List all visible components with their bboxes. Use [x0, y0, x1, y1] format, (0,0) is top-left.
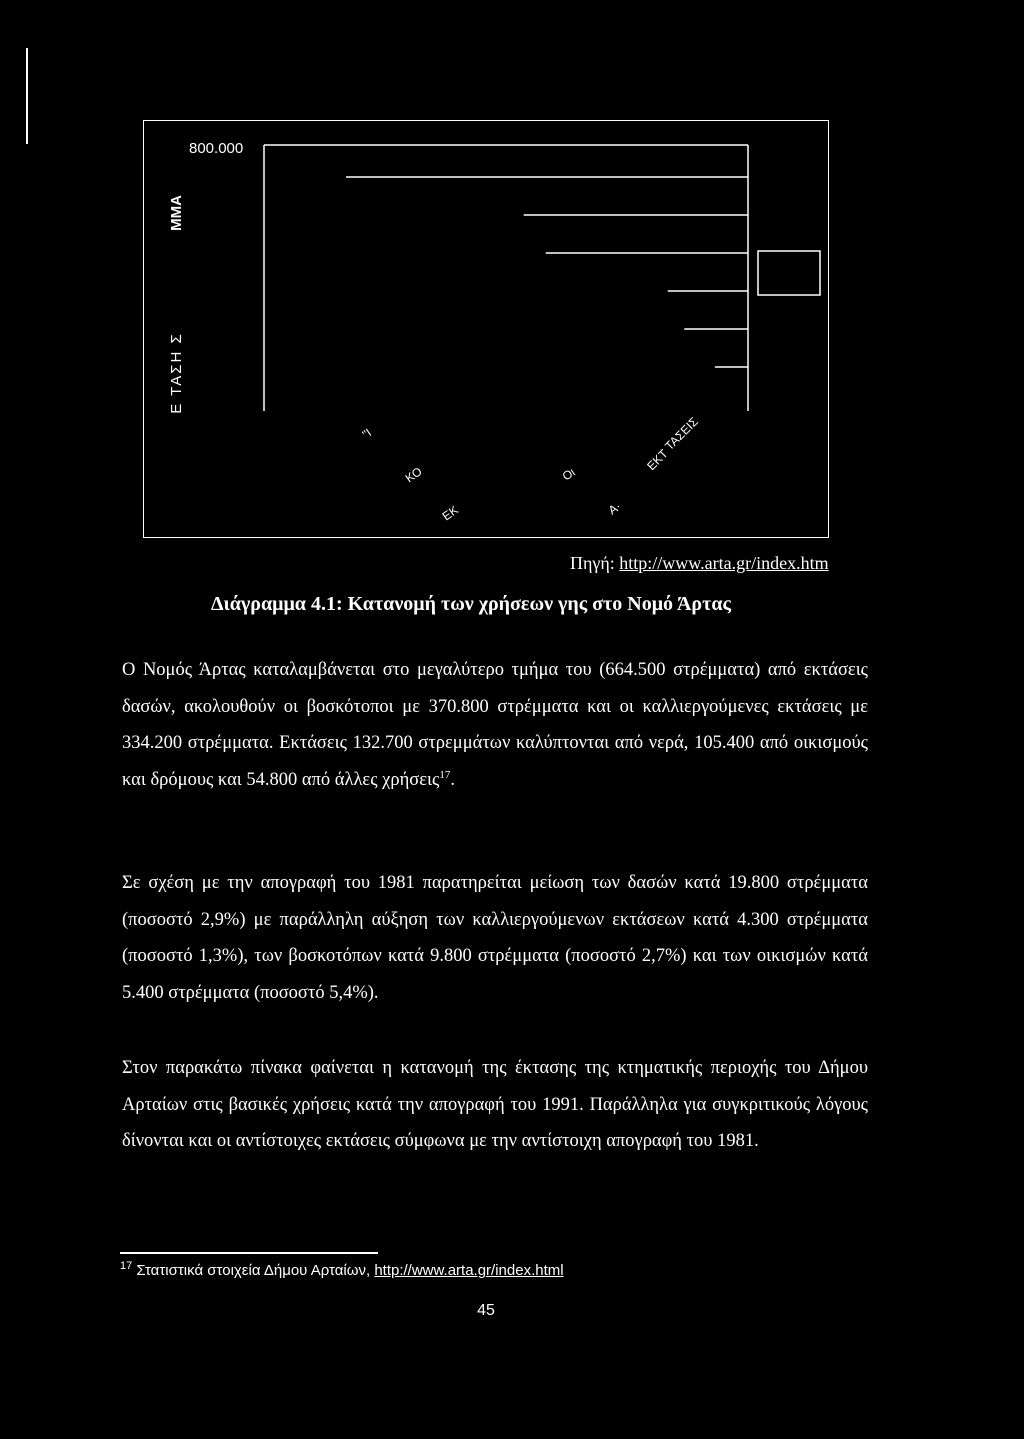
- paragraph-3: Στον παρακάτω πίνακα φαίνεται η κατανομή της έκτασης της κτηματικής περιοχής του Δήμου Αρταίων στις βασικές χρήσεις κατά την απογραφή του 1991. Παράλληλα για συγκριτικούς λόγους δίνονται και οι αντίστοιχες εκτάσεις σύμφωνα με την αντίστοιχη απογραφή του 1981.: [122, 1058, 868, 1151]
- x-label-1: "Ι: [359, 425, 374, 442]
- footnote-divider: [120, 1252, 378, 1254]
- figure-caption: Διάγραμμα 4.1: Κατανομή των χρήσεων γης στο Νομό Άρτας: [211, 593, 731, 615]
- x-label-4: Οι: [559, 465, 578, 484]
- x-label-2: ΚΟ: [402, 464, 425, 486]
- x-label-5: Α·: [605, 499, 624, 518]
- source-prefix: Πηγή:: [570, 553, 620, 573]
- legend-box: [758, 251, 820, 295]
- y-max-tick-label: 800.000: [189, 140, 244, 157]
- x-label-3: ΕΚ: [439, 502, 461, 524]
- chart-source: [570, 553, 829, 574]
- footnote-ref[interactable]: 17: [439, 768, 451, 781]
- footnote: [120, 1262, 564, 1279]
- bar-chart: [144, 121, 830, 539]
- margin-line: [26, 48, 28, 144]
- y-axis-label: Ε ΤΑΣΗ Σ: [168, 332, 185, 414]
- source-link[interactable]: http://www.arta.gr/index.htm: [619, 553, 829, 573]
- footnote-link[interactable]: http://www.arta.gr/index.html: [374, 1262, 564, 1279]
- y-axis-label-unit: ΜΜΑ: [168, 195, 185, 231]
- footnote-number: 17: [120, 1260, 133, 1272]
- paragraph-1: [122, 652, 868, 798]
- paragraph-2: Σε σχέση με την απογραφή του 1981 παρατηρείται μείωση των δασών κατά 19.800 στρέμματα (ποσοστό 2,9%) με παράλληλη αύξηση των καλλιεργούμενων εκτάσεων κατά 4.300 στρέμματα (ποσοστό 1,3%), των βοσκοτόπων κατά 9.800 στρέμματα (ποσοστό 2,7%) και των οικισμών κατά 5.400 στρέμματα (ποσοστό 5,4%).: [122, 873, 868, 1003]
- page-number: 45: [477, 1302, 495, 1319]
- x-label-7: ΤΑΣΕΙΣ: [662, 414, 701, 454]
- x-label-6: ΕΚΤ: [644, 446, 671, 474]
- chart-frame: [143, 120, 829, 538]
- paragraph-1-text: Ο Νομός Άρτας καταλαμβάνεται στο μεγαλύτερο τμήμα του (664.500 στρέμματα) από εκτάσεις δασών, ακολουθούν οι βοσκότοποι με 370.800 στρέμματα και οι καλλιεργούμενες εκτάσεις με 334.200 στρέμματα. Εκτάσεις 132.700 στρεμμάτων καλύπτονται από νερά, 105.400 από οικισμούς και δρόμους και 54.800 από άλλες χρήσεις: [122, 660, 868, 790]
- footnote-text: Στατιστικά στοιχεία Δήμου Αρταίων,: [132, 1262, 375, 1279]
- paragraph-1-tail: .: [450, 769, 455, 790]
